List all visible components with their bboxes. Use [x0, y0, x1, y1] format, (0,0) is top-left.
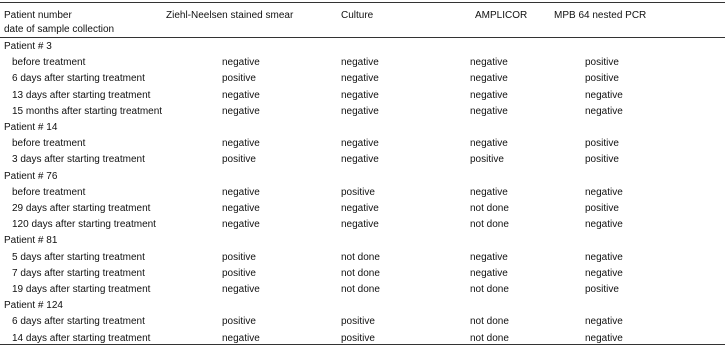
- patient-group-row: [0, 41, 727, 57]
- header-rule: [0, 37, 725, 38]
- culture-cell: negative: [341, 73, 379, 85]
- amplicor-cell: positive: [470, 154, 504, 166]
- ziehl-neelsen-cell: positive: [222, 316, 256, 328]
- mpb64-pcr-cell: negative: [585, 105, 623, 117]
- patient-group-row: [0, 300, 727, 316]
- table-row: [0, 284, 727, 300]
- patient-label: Patient # 76: [4, 170, 58, 182]
- mpb64-pcr-cell: positive: [585, 284, 619, 295]
- culture-cell: negative: [341, 138, 379, 150]
- patient-label: Patient # 81: [4, 235, 58, 247]
- mpb64-pcr-cell: negative: [585, 251, 623, 263]
- ziehl-neelsen-cell: positive: [222, 251, 256, 263]
- table-row: [0, 138, 727, 154]
- culture-cell: negative: [341, 105, 379, 117]
- sample-date-cell: 6 days after starting treatment: [12, 316, 145, 328]
- sample-date-cell: 19 days after starting treatment: [12, 284, 151, 295]
- ziehl-neelsen-cell: positive: [222, 154, 256, 166]
- sample-date-cell: 15 months after starting treatment: [12, 105, 163, 117]
- table-row: [0, 73, 727, 89]
- amplicor-cell: not done: [470, 203, 509, 214]
- amplicor-cell: negative: [470, 89, 508, 101]
- amplicor-cell: negative: [470, 73, 508, 85]
- mpb64-pcr-cell: negative: [585, 267, 623, 279]
- mpb64-pcr-cell: negative: [585, 332, 623, 344]
- table-row: [0, 106, 727, 122]
- sample-date-cell: before treatment: [12, 138, 86, 150]
- culture-cell: negative: [341, 89, 379, 101]
- amplicor-cell: not done: [470, 332, 509, 344]
- table-row: [0, 154, 727, 170]
- culture-cell: negative: [341, 219, 379, 231]
- sample-date-cell: 7 days after starting treatment: [12, 267, 145, 279]
- ziehl-neelsen-cell: positive: [222, 73, 256, 85]
- sample-date-cell: before treatment: [12, 57, 86, 69]
- patient-group-row: [0, 122, 727, 138]
- amplicor-cell: negative: [470, 105, 508, 117]
- sample-date-cell: 5 days after starting treatment: [12, 251, 145, 263]
- bottom-rule: [0, 344, 725, 345]
- mpb64-pcr-cell: negative: [585, 316, 623, 328]
- header-mpb64-pcr: MPB 64 nested PCR: [554, 10, 647, 21]
- sample-date-cell: 29 days after starting treatment: [12, 203, 151, 214]
- amplicor-cell: negative: [470, 186, 508, 198]
- amplicor-cell: not done: [470, 316, 509, 328]
- ziehl-neelsen-cell: negative: [222, 219, 260, 231]
- amplicor-cell: negative: [470, 138, 508, 150]
- culture-cell: negative: [341, 57, 379, 69]
- table-row: [0, 268, 727, 284]
- mpb64-pcr-cell: positive: [585, 73, 619, 85]
- table-row: [0, 187, 727, 203]
- mpb64-pcr-cell: negative: [585, 186, 623, 198]
- header-sample-date: date of sample collection: [4, 24, 115, 35]
- sample-date-cell: 14 days after starting treatment: [12, 332, 151, 344]
- patient-label: Patient # 14: [4, 122, 58, 133]
- table-row: [0, 57, 727, 73]
- table-row: [0, 316, 727, 332]
- ziehl-neelsen-cell: negative: [222, 203, 260, 214]
- table-row: [0, 203, 727, 219]
- mpb64-pcr-cell: positive: [585, 138, 619, 150]
- ziehl-neelsen-cell: negative: [222, 138, 260, 150]
- culture-cell: not done: [341, 251, 380, 263]
- culture-cell: not done: [341, 267, 380, 279]
- culture-cell: positive: [341, 316, 375, 328]
- sample-date-cell: before treatment: [12, 186, 86, 198]
- top-rule: [0, 2, 725, 3]
- header-ziehl-neelsen: Ziehl-Neelsen stained smear: [166, 10, 294, 21]
- sample-date-cell: 6 days after starting treatment: [12, 73, 145, 85]
- table-row: [0, 219, 727, 235]
- patient-label: Patient # 3: [4, 41, 52, 52]
- header-patient-number: Patient number: [4, 10, 72, 21]
- culture-cell: not done: [341, 284, 380, 295]
- mpb64-pcr-cell: negative: [585, 89, 623, 101]
- mpb64-pcr-cell: negative: [585, 219, 623, 231]
- amplicor-cell: not done: [470, 284, 509, 295]
- patient-group-row: [0, 171, 727, 187]
- mpb64-pcr-cell: positive: [585, 57, 619, 69]
- header-amplicor: AMPLICOR: [475, 10, 528, 21]
- ziehl-neelsen-cell: negative: [222, 105, 260, 117]
- table-row: [0, 252, 727, 268]
- table-row: [0, 333, 727, 349]
- ziehl-neelsen-cell: negative: [222, 186, 260, 198]
- culture-cell: negative: [341, 203, 379, 214]
- culture-cell: positive: [341, 332, 375, 344]
- mpb64-pcr-cell: positive: [585, 154, 619, 166]
- culture-cell: positive: [341, 186, 375, 198]
- amplicor-cell: negative: [470, 251, 508, 263]
- header-culture: Culture: [341, 10, 374, 21]
- sample-date-cell: 3 days after starting treatment: [12, 154, 145, 166]
- amplicor-cell: negative: [470, 267, 508, 279]
- patient-group-row: [0, 235, 727, 251]
- ziehl-neelsen-cell: negative: [222, 89, 260, 101]
- patient-label: Patient # 124: [4, 300, 63, 312]
- ziehl-neelsen-cell: negative: [222, 57, 260, 69]
- table-row: [0, 90, 727, 106]
- amplicor-cell: not done: [470, 219, 509, 231]
- culture-cell: negative: [341, 154, 379, 166]
- sample-date-cell: 120 days after starting treatment: [12, 219, 156, 231]
- sample-date-cell: 13 days after starting treatment: [12, 89, 151, 101]
- mpb64-pcr-cell: positive: [585, 203, 619, 214]
- ziehl-neelsen-cell: negative: [222, 284, 260, 295]
- ziehl-neelsen-cell: negative: [222, 332, 260, 344]
- ziehl-neelsen-cell: positive: [222, 267, 256, 279]
- amplicor-cell: negative: [470, 57, 508, 69]
